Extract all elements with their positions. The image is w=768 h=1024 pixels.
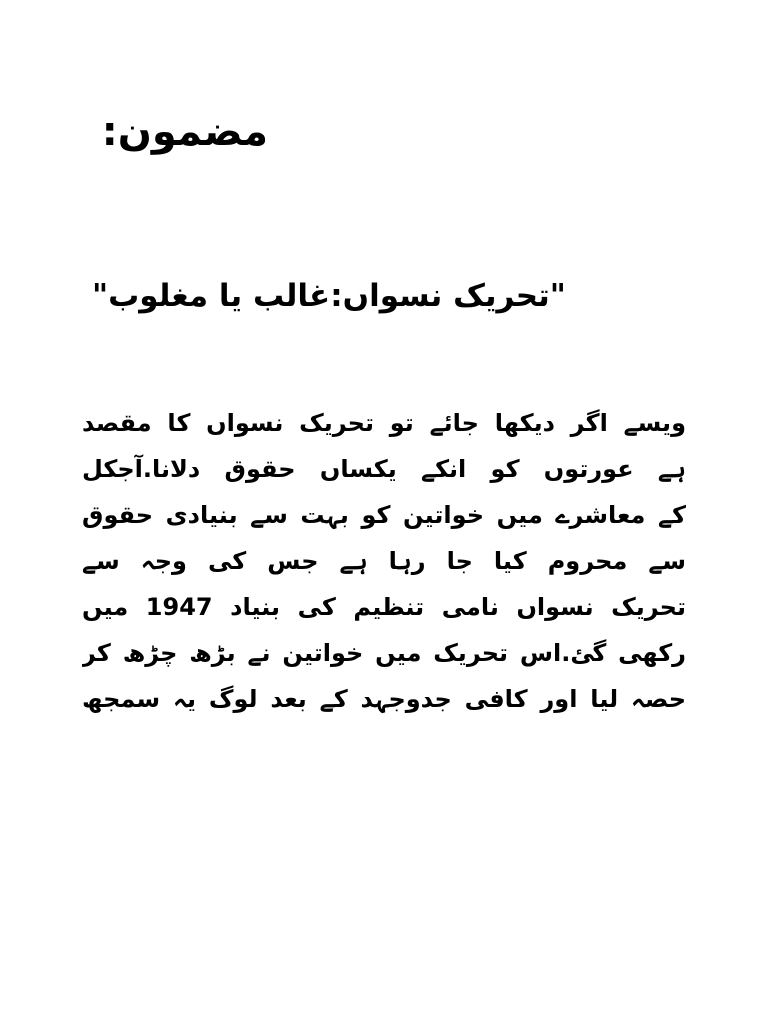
body-line: کے معاشرے میں خواتین کو بہت سے بنیادی حقوق xyxy=(82,501,686,529)
body-line: تحریک نسواں نامی تنظیم کی بنیاد 1947 میں xyxy=(82,593,686,621)
body-line: ویسے اگر دیکھا جائے تو تحریک نسواں کا مقصد xyxy=(82,409,686,437)
body-line: ہے عورتوں کو انکے یکساں حقوق دلانا.آجکل xyxy=(82,455,686,483)
body-line: سے محروم کیا جا رہا ہے جس کی وجہ سے xyxy=(82,547,686,575)
body-line: رکھی گئ.اس تحریک میں خواتین نے بڑھ چڑھ کر xyxy=(82,639,686,667)
body-line: حصہ لیا اور کافی جدوجہد کے بعد لوگ یہ سمجھ xyxy=(82,685,686,713)
essay-body xyxy=(82,400,686,730)
essay-heading: مضمون: xyxy=(101,109,268,155)
essay-title: "تحریک نسواں:غالب یا مغلوب" xyxy=(92,278,566,314)
